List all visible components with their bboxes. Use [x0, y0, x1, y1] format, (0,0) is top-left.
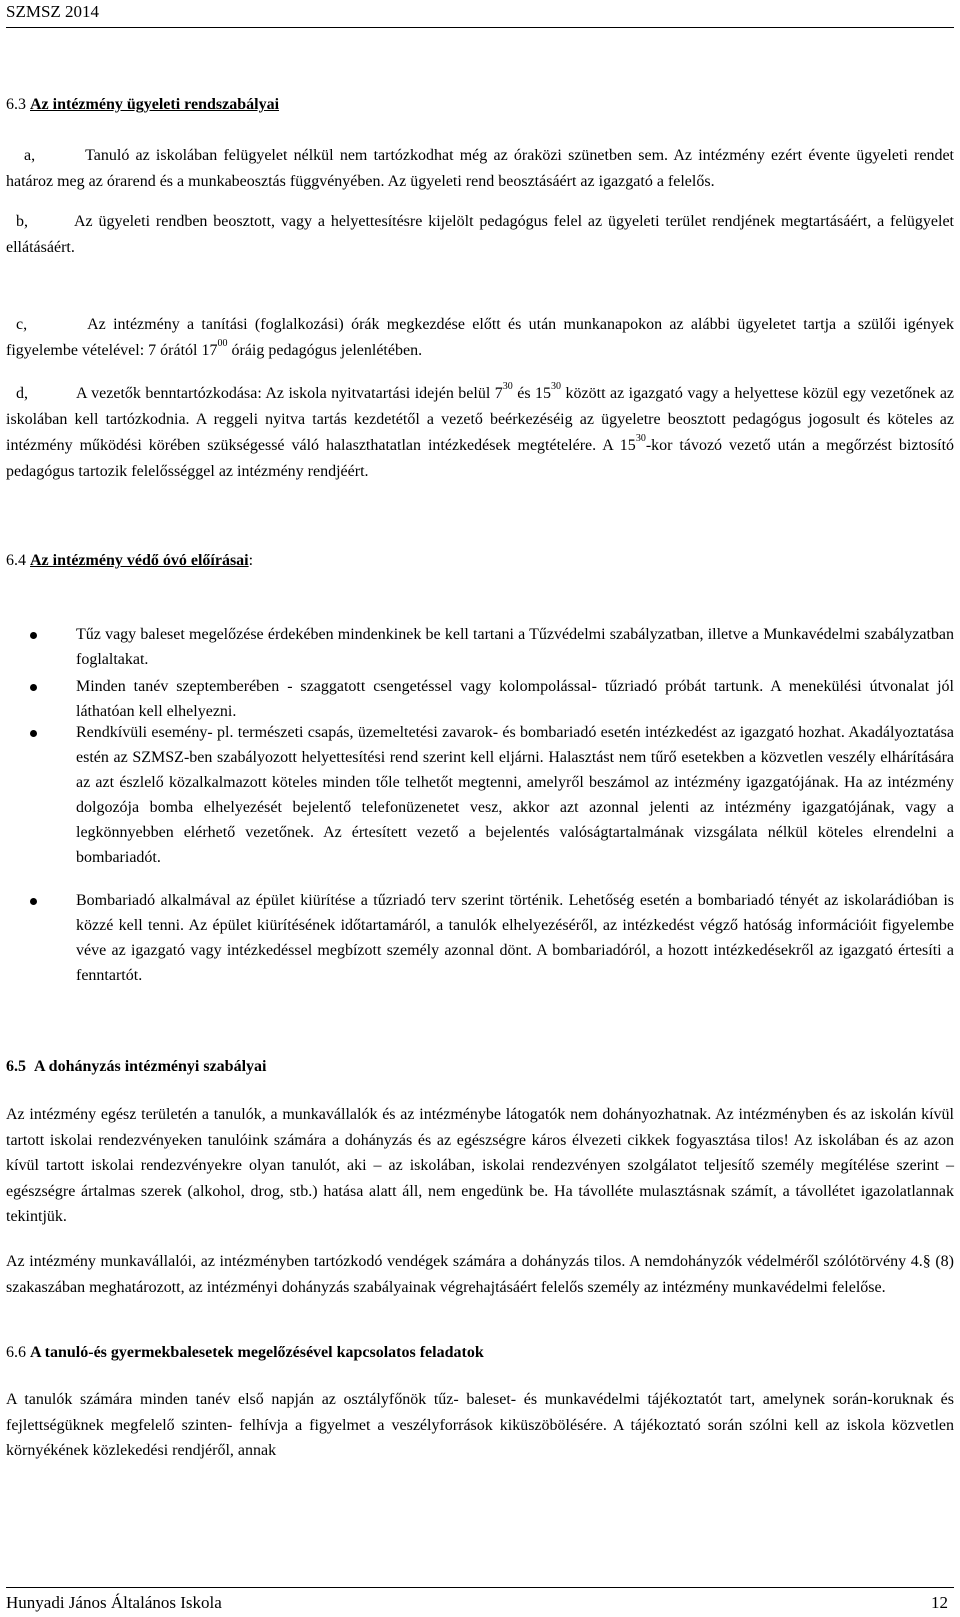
bullet-icon: [30, 632, 37, 639]
superscript: 30: [551, 381, 562, 392]
bullet-text: Minden tanév szeptemberében - szaggatott csengetéssel vagy kolompolással- tűzriadó próbát tartunk. A menekülési útvonalat jól láthatóan kell elhelyezni.: [76, 678, 954, 720]
paragraph-a: [6, 143, 954, 195]
item-text: A vezetők benntartózkodása: Az iskola nyitvatartási idején belül 7: [76, 385, 503, 402]
section-heading-6-4: [6, 552, 253, 570]
bullet-text: Bombariadó alkalmával az épület kiürítése a tűzriadó terv szerint történik. Lehetőség esetén a bombariadó tényét az iskolarádióban is közzé kell tenni. Az épület kiürítésének időtartamáról, a tanulók elhelyezéséről, az intézkedést végző hatóság információit figyelembe véve az igazgató vagy intézkedéssel megbízott személy azonnal dönt. A bombariadóról, a hozott intézkedésekről az igazgató értesíti a fenntartót.: [76, 892, 954, 984]
item-text: Az ügyeleti rendben beosztott, vagy a helyettesítésre kijelölt pedagógus felel az ügyeleti terület rendjének megtartásáért, a felügyelet ellátásáért.: [6, 213, 954, 256]
bullet-text: Tűz vagy baleset megelőzése érdekében mindenkinek be kell tartani a Tűzvédelmi szabályzatban, illetve a Munkavédelmi szabályzatban foglaltakat.: [76, 626, 954, 668]
superscript: 30: [635, 433, 646, 444]
section-heading-6-3: [6, 96, 279, 114]
paragraph-d: [6, 381, 954, 485]
section-number: 6.4: [6, 552, 26, 569]
bullet-icon: [30, 684, 37, 691]
section-heading-6-6: [6, 1344, 484, 1362]
item-text: Az intézmény a tanítási (foglalkozási) órák megkezdése előtt és után munkanapokon az alábbi ügyeletet tartja a szülői igények figyelembe vételével: 7 órától 17: [6, 316, 954, 359]
item-text: és 15: [512, 385, 552, 402]
section-title: A tanuló-és gyermekbalesetek megelőzésével kapcsolatos feladatok: [30, 1344, 484, 1361]
superscript: 30: [502, 381, 513, 392]
superscript: 00: [217, 338, 228, 349]
section-number: 6.6: [6, 1344, 26, 1361]
section-colon: :: [248, 552, 254, 569]
item-text: között az igazgató vagy a helyettese közül egy vezetőnek az iskolában kell tartózkodnia. A reggeli nyitva tartás kezdetétől a vezető beérkezéséig az ügyeletre beosztott pedagógus jogosult és köteles az intézmény működési körében szükségessé váló halaszthatatlan intézkedések megtételére. A 15: [6, 385, 955, 454]
section-number: 6.5: [6, 1058, 26, 1075]
section-number: 6.3: [6, 96, 26, 113]
bullet-icon: [30, 730, 37, 737]
smoking-paragraph-2: Az intézmény munkavállalói, az intézményben tartózkodó vendégek számára a dohányzás tilos. A nemdohányzók védelméről szólótörvény 4.§ (8) szakaszában meghatározott, az intézményi dohányzás szabályainak végrehajtásáért felelős személy az intézmény munkavédelmi felelőse.: [6, 1253, 954, 1296]
page-number: 12: [931, 1593, 948, 1612]
item-label: d,: [16, 385, 28, 402]
accident-paragraph: A tanulók számára minden tanév első napján az osztályfőnök tűz- baleset- és munkavédelmi tájékoztatót tart, amelynek során-koruknak és fejlettségüknek megfelelő szinten- felhívja a figyelmet a veszélyforrások kiküszöbölésére. A tájékoztató során szólni kell az iskola közvetlen környékének közlekedési rendjéről, annak: [6, 1391, 954, 1459]
item-label: b,: [16, 213, 28, 230]
item-text: Tanuló az iskolában felügyelet nélkül nem tartózkodhat még az óraközi szünetben sem. Az intézmény ezért évente ügyeleti rendet határoz meg az órarend és a munkabeosztás függvényében. Az ügyeleti rend beosztásáért az igazgató a felelős.: [6, 147, 954, 190]
item-text: óráig pedagógus jelenlétében.: [227, 342, 423, 359]
section-heading-6-5: [6, 1058, 266, 1076]
header-rule: [6, 27, 954, 28]
paragraph-c: [6, 312, 954, 364]
item-text: -kor távozó vezető után a megőrzést biztosító pedagógus tartozik felelősséggel az intézmény rendjéért.: [6, 437, 955, 480]
item-label: a,: [24, 147, 36, 164]
bullet-icon: [30, 898, 37, 905]
section-title: A dohányzás intézményi szabályai: [34, 1058, 267, 1075]
footer-rule: [6, 1587, 954, 1588]
paragraph-b: [6, 209, 954, 261]
section-title: Az intézmény védő óvó előírásai: [30, 552, 249, 569]
item-label: c,: [16, 316, 28, 333]
section-title: Az intézmény ügyeleti rendszabályai: [30, 96, 280, 113]
footer-school-name: Hunyadi János Általános Iskola: [6, 1593, 222, 1612]
bullet-text: Rendkívüli esemény- pl. természeti csapás, üzemeltetési zavarok- és bombariadó esetén intézkedést az igazgató hozhat. Akadályoztatása estén az SZMSZ-ben szabályozott helyettesítési rend szerint kell eljárni. Halasztást nem tűrő esetekben a közvetlen veszély elhárítására az azt észlelő közalkalmazott köteles minden tőle telhetőt megtenni, amelyről beszámol az intézmény igazgatójának. Ha az intézmény dolgozója bomba elhelyezését bejelentő telefonüzenetet vesz, akkor azt azonnal jelenti az intézmény igazgatójának, vagy a legkönnyebben elérhető vezetőnek. Az értesített vezető a bejelentés valóságtartalmának vizsgálata nélkül köteles elrendelni a bombariadót.: [76, 724, 954, 866]
running-header: SZMSZ 2014: [6, 2, 100, 21]
smoking-paragraph-1: Az intézmény egész területén a tanulók, a munkavállalók és az intézménybe látogatók nem dohányozhatnak. Az intézményben és az iskolán kívül tartott iskolai rendezvényeken tanulóink számára a dohányzás és az egészségre káros élvezeti cikkek fogyasztása tilos! Az iskolában és az azon kívül tartott iskolai rendezvényekre olyan tanulót, aki – az iskolában, iskolai rendezvényen szolgálatot teljesítő személy megítélése szerint – egészségre ártalmas szerek (alkohol, drog, stb.) hatása alatt áll, nem engedünk be. Ha távolléte mulasztásnak számít, a távollétet igazolatlannak tekintjük.: [6, 1106, 954, 1225]
